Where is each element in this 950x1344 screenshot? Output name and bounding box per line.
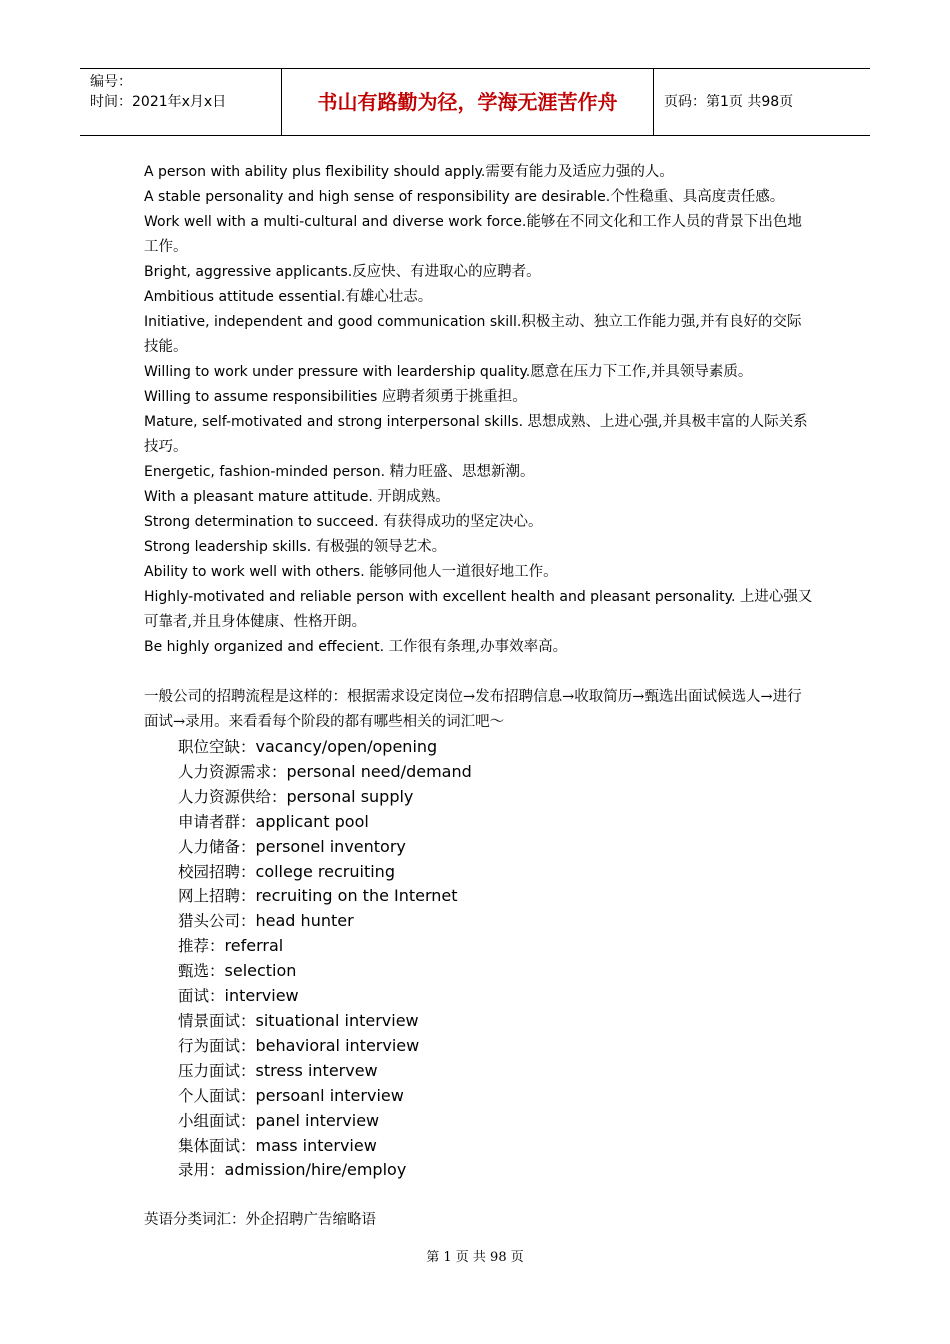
- intro-paragraph: 一般公司的招聘流程是这样的：根据需求设定岗位→发布招聘信息→收取简历→甄选出面试候选人→进行面试→录用。来看看每个阶段的都有哪些相关的词汇吧～: [144, 689, 802, 730]
- vocab-item: [178, 884, 814, 909]
- vocab-item: [178, 934, 814, 959]
- phrase-zh: 能够在不同文化和工作人员的背景下出色地工作。: [144, 214, 802, 255]
- vocab-item: [178, 1009, 814, 1034]
- phrase-en: Ambitious attitude essential.: [144, 289, 346, 305]
- header-motto: 书山有路勤为径，学海无涯苦作舟: [282, 69, 654, 135]
- vocab-zh: 申请者群：: [178, 812, 256, 831]
- vocab-item: [178, 810, 814, 835]
- vocab-zh: 个人面试：: [178, 1086, 256, 1105]
- phrase-en: Initiative, independent and good communication skill.: [144, 314, 522, 330]
- phrase-zh: 开朗成熟。: [377, 489, 450, 505]
- vocab-item: [178, 984, 814, 1009]
- vocab-en: panel interview: [255, 1110, 380, 1130]
- phrase-list: [144, 160, 814, 660]
- header-meta: [80, 69, 282, 135]
- phrase-en: Highly-motivated and reliable person with excellent health and pleasant personality.: [144, 589, 740, 605]
- phrase-en: Willing to work under pressure with leardership quality.: [144, 364, 531, 380]
- vocab-zh: 录用：: [178, 1161, 225, 1180]
- vocab-item: [178, 1059, 814, 1084]
- vocab-en: persoanl interview: [255, 1085, 404, 1105]
- vocab-item: [178, 785, 814, 810]
- phrase-item: [144, 635, 814, 660]
- vocab-list: [144, 735, 814, 1183]
- vocab-en: selection: [224, 961, 297, 981]
- vocab-zh: 小组面试：: [178, 1111, 256, 1130]
- vocab-zh: 推荐：: [178, 937, 225, 956]
- vocab-en: college recruiting: [255, 861, 395, 881]
- phrase-zh: 有获得成功的坚定决心。: [383, 514, 543, 530]
- vocab-item: [178, 959, 814, 984]
- time-label: 时间：2021年x月x日: [90, 94, 227, 110]
- phrase-en: Mature, self-motivated and strong interpersonal skills.: [144, 414, 528, 430]
- phrase-item: [144, 535, 814, 560]
- phrase-zh: 工作很有条理,办事效率高。: [388, 639, 568, 655]
- phrase-item: [144, 285, 814, 310]
- phrase-zh: 精力旺盛、思想新潮。: [389, 464, 535, 480]
- vocab-item: [178, 1109, 814, 1134]
- phrase-zh: 有极强的领导艺术。: [315, 539, 447, 555]
- phrase-en: Energetic, fashion-minded person.: [144, 464, 390, 480]
- vocab-item: [178, 760, 814, 785]
- vocab-zh: 校园招聘：: [178, 862, 256, 881]
- phrase-item: [144, 510, 814, 535]
- section-heading: 英语分类词汇：外企招聘广告缩略语: [144, 1212, 376, 1229]
- phrase-zh: 应聘者须勇于挑重担。: [381, 389, 527, 405]
- vocab-en: head hunter: [255, 911, 354, 931]
- vocab-en: mass interview: [255, 1135, 377, 1155]
- page-footer: 第 1 页 共 98 页: [426, 1250, 524, 1265]
- page-header: [80, 68, 870, 136]
- phrase-zh: 思想成熟、上进心强,并具极丰富的人际关系技巧。: [144, 414, 808, 455]
- phrase-en: Strong determination to succeed.: [144, 514, 384, 530]
- phrase-zh: 反应快、有进取心的应聘者。: [352, 264, 541, 280]
- vocab-zh: 人力资源供给：: [178, 787, 287, 806]
- phrase-en: Be highly organized and effecient.: [144, 639, 389, 655]
- phrase-item: [144, 485, 814, 510]
- phrase-item: [144, 360, 814, 385]
- phrase-zh: 需要有能力及适应力强的人。: [485, 164, 674, 180]
- phrase-item: [144, 310, 814, 360]
- phrase-item: [144, 410, 814, 460]
- vocab-zh: 情景面试：: [178, 1011, 256, 1030]
- phrase-en: Bright, aggressive applicants.: [144, 264, 353, 280]
- phrase-item: [144, 385, 814, 410]
- vocab-en: admission/hire/employ: [224, 1160, 407, 1180]
- vocab-en: recruiting on the Internet: [255, 886, 458, 906]
- phrase-zh: 积极主动、独立工作能力强,并有良好的交际技能。: [144, 314, 802, 355]
- phrase-zh: 个性稳重、具高度责任感。: [610, 189, 785, 205]
- phrase-en: A stable personality and high sense of responsibility are desirable.: [144, 189, 611, 205]
- phrase-item: [144, 185, 814, 210]
- vocab-item: [178, 1158, 814, 1183]
- vocab-en: personal need/demand: [286, 761, 472, 781]
- document-body: [144, 160, 814, 1233]
- vocab-en: personel inventory: [255, 836, 406, 856]
- vocab-en: applicant pool: [255, 811, 369, 831]
- phrase-en: Strong leadership skills.: [144, 539, 316, 555]
- vocab-zh: 面试：: [178, 987, 225, 1006]
- vocab-item: [178, 1034, 814, 1059]
- phrase-en: Work well with a multi-cultural and diverse work force.: [144, 214, 527, 230]
- phrase-item: [144, 585, 814, 635]
- vocab-zh: 集体面试：: [178, 1136, 256, 1155]
- phrase-item: [144, 210, 814, 260]
- header-page-info: 页码：第1页 共98页: [664, 94, 794, 110]
- phrase-en: Ability to work well with others.: [144, 564, 370, 580]
- vocab-zh: 网上招聘：: [178, 887, 256, 906]
- phrase-en: Willing to assume responsibilities: [144, 389, 382, 405]
- phrase-en: A person with ability plus flexibility should apply.: [144, 164, 486, 180]
- vocab-en: behavioral interview: [255, 1035, 420, 1055]
- phrase-zh: 能够同他人一道很好地工作。: [369, 564, 558, 580]
- vocab-en: interview: [224, 986, 299, 1006]
- vocab-zh: 甄选：: [178, 962, 225, 981]
- vocab-zh: 职位空缺：: [178, 738, 256, 756]
- vocab-en: situational interview: [255, 1010, 419, 1030]
- vocab-item: [178, 735, 814, 760]
- vocab-zh: 行为面试：: [178, 1036, 256, 1055]
- vocab-item: [178, 835, 814, 860]
- phrase-en: With a pleasant mature attitude.: [144, 489, 378, 505]
- vocab-en: personal supply: [286, 786, 414, 806]
- vocab-item: [178, 1134, 814, 1159]
- vocab-en: referral: [224, 936, 284, 956]
- phrase-item: [144, 460, 814, 485]
- phrase-item: [144, 160, 814, 185]
- vocab-item: [178, 1084, 814, 1109]
- vocab-zh: 人力资源需求：: [178, 762, 287, 781]
- phrase-zh: 有雄心壮志。: [345, 289, 433, 305]
- vocab-zh: 压力面试：: [178, 1061, 256, 1080]
- vocab-zh: 人力储备：: [178, 837, 256, 856]
- vocab-en: vacancy/open/opening: [255, 737, 438, 756]
- vocab-item: [178, 860, 814, 885]
- number-label: 编号：: [90, 74, 132, 90]
- vocab-zh: 猎头公司：: [178, 912, 256, 931]
- vocab-item: [178, 909, 814, 934]
- phrase-item: [144, 260, 814, 285]
- vocab-en: stress intervew: [255, 1060, 378, 1080]
- phrase-zh: 愿意在压力下工作,并具领导素质。: [530, 364, 753, 380]
- phrase-item: [144, 560, 814, 585]
- phrase-zh: 上进心强又可靠者,并且身体健康、性格开朗。: [144, 589, 813, 630]
